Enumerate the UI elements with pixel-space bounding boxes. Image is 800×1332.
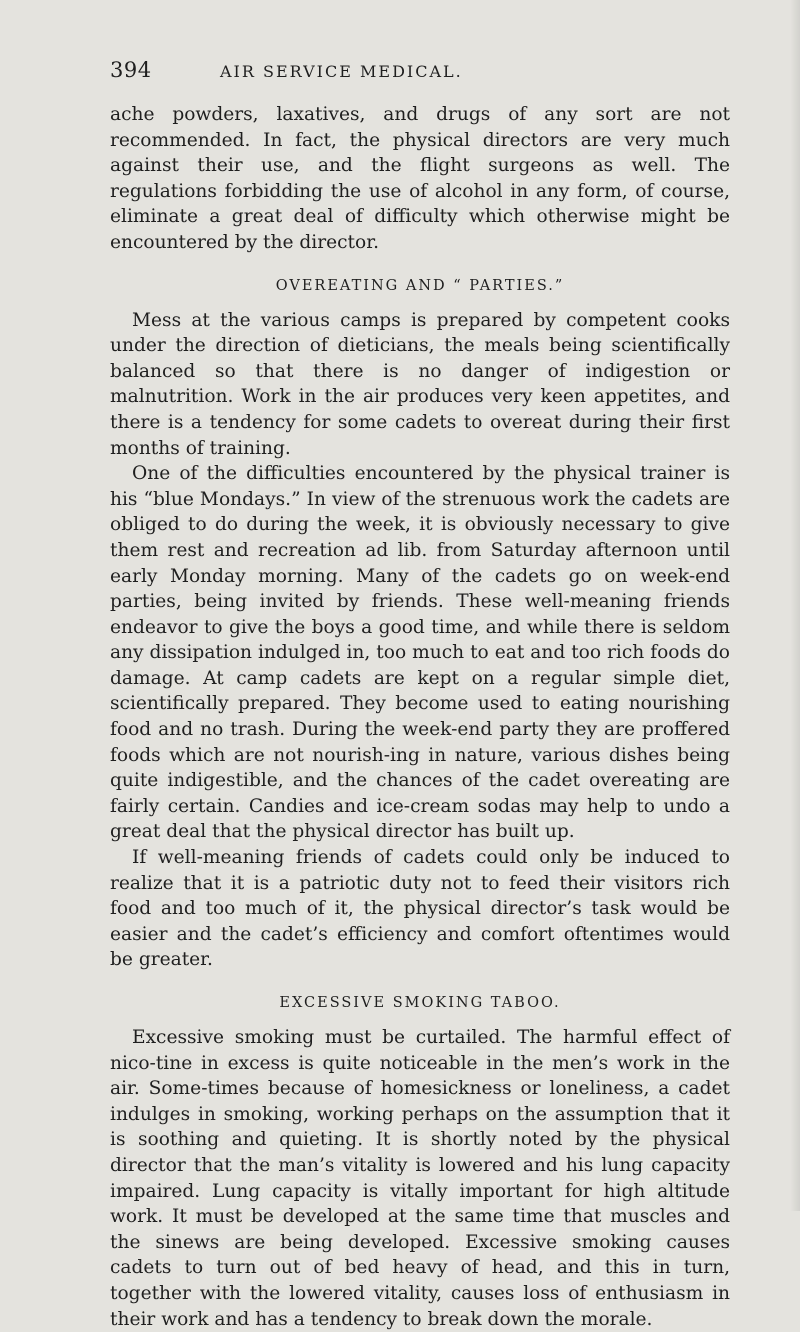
paragraph-mess: Mess at the various camps is prepared by competent cooks under the direction of dieticians, the meals being scientifically balanced so that there is no danger of indigestion or malnutrition. Work in the air produces very keen appetites, and there is a tendency for some cadets to overeat during their first months of training. xyxy=(110,309,730,459)
paragraph-smoking: Excessive smoking must be curtailed. The harmful effect of nico-tine in excess is quite noticeable in the men’s work in the air. Some-times because of homesickness or loneliness, a cadet indulges in smoking, working perhaps on the assumption that it is soothing and quieting. It is shortly noted by the physical director that the man’s vitality is lowered and his lung capacity impaired. Lung capacity is vitally important for high altitude work. It must be developed at the same time that muscles and the sinews are being developed. Excessive smoking causes cadets to turn out of bed heavy of head, and this in turn, together with the lowered vitality, causes loss of enthusiasm in their work and has a tendency to break down the morale. xyxy=(110,1027,730,1330)
paragraph-friends: If well-meaning friends of cadets could only be induced to realize that it is a patriotic duty not to feed their visitors rich food and too much of it, the physical director’s task would be easier and the cadet’s efficiency and comfort oftentimes would be greater. xyxy=(110,847,730,971)
paragraph-blue-mondays: One of the difficulties encountered by the physical trainer is his “blue Mondays.” In view of the strenuous work the cadets are obliged to do during the week, it is obviously necessary to give them rest and recreation ad lib. from Saturday afternoon until early Monday morning. Many of the cadets go on week-end parties, being invited by friends. These well-meaning friends endeavor to give the boys a good time, and while there is seldom any dissipation indulged in, too much to eat and too rich foods do damage. At camp cadets are kept on a regular simple diet, scientifically prepared. They become used to eating nourishing food and no trash. During the week-end party they are proffered foods which are not nourish-ing in nature, various dishes being quite indigestible, and the chances of the cadet overeating are fairly certain. Candies and ice-cream sodas may help to undo a great deal that the physical director has built up. xyxy=(110,463,730,843)
paragraph-continued: ache powders, laxatives, and drugs of any sort are not recommended. In fact, the physical directors are very much against their use, and the flight surgeons as well. The regulations forbidding the use of alcohol in any form, of course, eliminate a great deal of difficulty which otherwise might be encountered by the director. xyxy=(110,104,730,253)
running-head: AIR SERVICE MEDICAL. xyxy=(220,62,463,81)
page-number: 394 xyxy=(110,58,152,82)
section-heading-smoking: EXCESSIVE SMOKING TABOO. xyxy=(279,995,561,1011)
section-heading-overeating: OVEREATING AND “ PARTIES.” xyxy=(275,277,565,294)
page-header xyxy=(110,58,730,88)
page-edge-shadow xyxy=(790,0,800,1211)
